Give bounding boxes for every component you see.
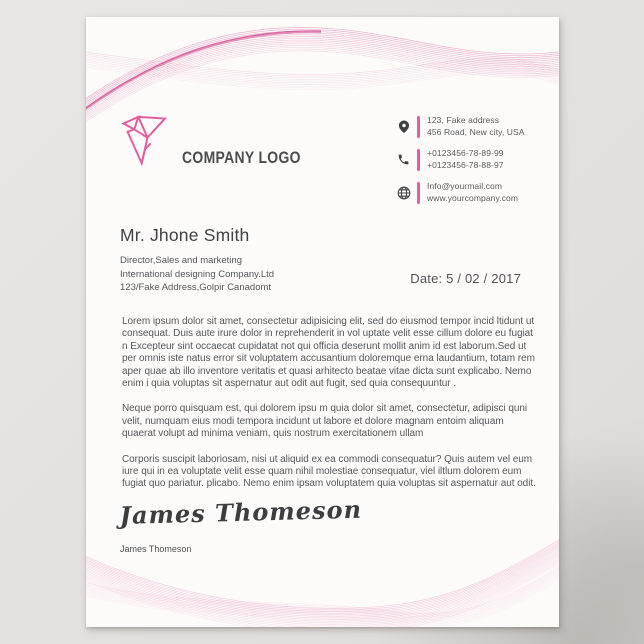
location-pin-icon xyxy=(396,120,411,134)
date-line: Date: 5 / 02 / 2017 xyxy=(410,271,521,286)
globe-icon xyxy=(396,186,411,200)
phone-icon xyxy=(396,153,411,166)
body-paragraph-1: Lorem ipsum dolor sit amet, consectetur adipisicing elit, sed do eiusmod tempor incid ltidunt ut consequat. Duis aute irure dolor in reprehenderit in vol uptate velit esse cillum dolore eu fugiat n Excepteur sint occaecat cupidatat not qui officia deserunt mollit anim id est laborum.Sed ut per omnis iste natus error sit voluptatem accusantium doloremque erna laudantium, totam rem aper quae ab illo inventore veritatis et quasi arhitecto beatae vitae dicta sunt explicabo. Nemo enim i quia voluptas sit aspernatur aut odit aut fugit, sed quia consequuntur . xyxy=(122,316,535,390)
signature-script: James Thomeson xyxy=(119,494,363,530)
recipient-company: International designing Company.Ltd xyxy=(120,268,275,280)
recipient-title: Director,Sales and marketing xyxy=(120,255,242,266)
contact-web xyxy=(396,181,525,204)
pink-divider-bar xyxy=(417,149,420,171)
signature-typed-name: James Thomeson xyxy=(120,544,192,554)
website-line: www.yourcompany.com xyxy=(427,192,519,203)
email-line: Info@yourmail.com xyxy=(427,181,503,191)
body-paragraph-3: Corporis suscipit laboriosam, nisi ut aliquid ex ea commodi consequatur? Quis autem vel eum iure qui in ea voluptate velit esse quam nihil molestiae consequatur, viel iltlum dolorem eum fugiat quo pariatur. plicabo. Nemo enim ipsam voluptatem quia voluptas sit aspernatur aut odit. xyxy=(122,453,536,490)
recipient-address: 123/Fake Address,Golpir Canadomt xyxy=(120,282,272,293)
body-paragraph-2: Neque porro quisquam est, qui dolorem ipsu m quia dolor sit amet, consectetur, adipisci quni velit, numquam eius modi tempora incidunt ut labore et dolore magnam entoim aliquam quaerat volupt ad minima veniam, quis nostrum exercitationem ullam xyxy=(122,403,528,440)
contact-phone-text xyxy=(427,148,504,171)
signature-block xyxy=(119,494,363,554)
contact-address xyxy=(396,115,525,138)
pink-divider-bar xyxy=(417,116,420,138)
company-logo xyxy=(116,110,327,176)
pink-divider-bar xyxy=(417,182,420,204)
recipient-name: Mr. Jhone Smith xyxy=(120,225,250,245)
contact-address-text xyxy=(427,115,525,138)
recipient-block xyxy=(120,225,274,295)
letter-body xyxy=(122,316,539,504)
contact-block xyxy=(396,115,525,214)
contact-phone xyxy=(396,148,525,171)
contact-web-text xyxy=(427,181,518,204)
address-line-2: 456 Road, New city, USA xyxy=(427,126,525,137)
phone-line-1: +0123456-78-89-99 xyxy=(427,148,504,158)
origami-bird-icon xyxy=(116,110,174,176)
company-logo-text: COMPANY LOGO xyxy=(182,148,301,167)
letterhead-paper xyxy=(86,17,559,627)
recipient-details xyxy=(120,254,274,295)
phone-line-2: +0123456-78-88-97 xyxy=(427,159,504,170)
address-line-1: 123, Fake address xyxy=(427,115,500,125)
